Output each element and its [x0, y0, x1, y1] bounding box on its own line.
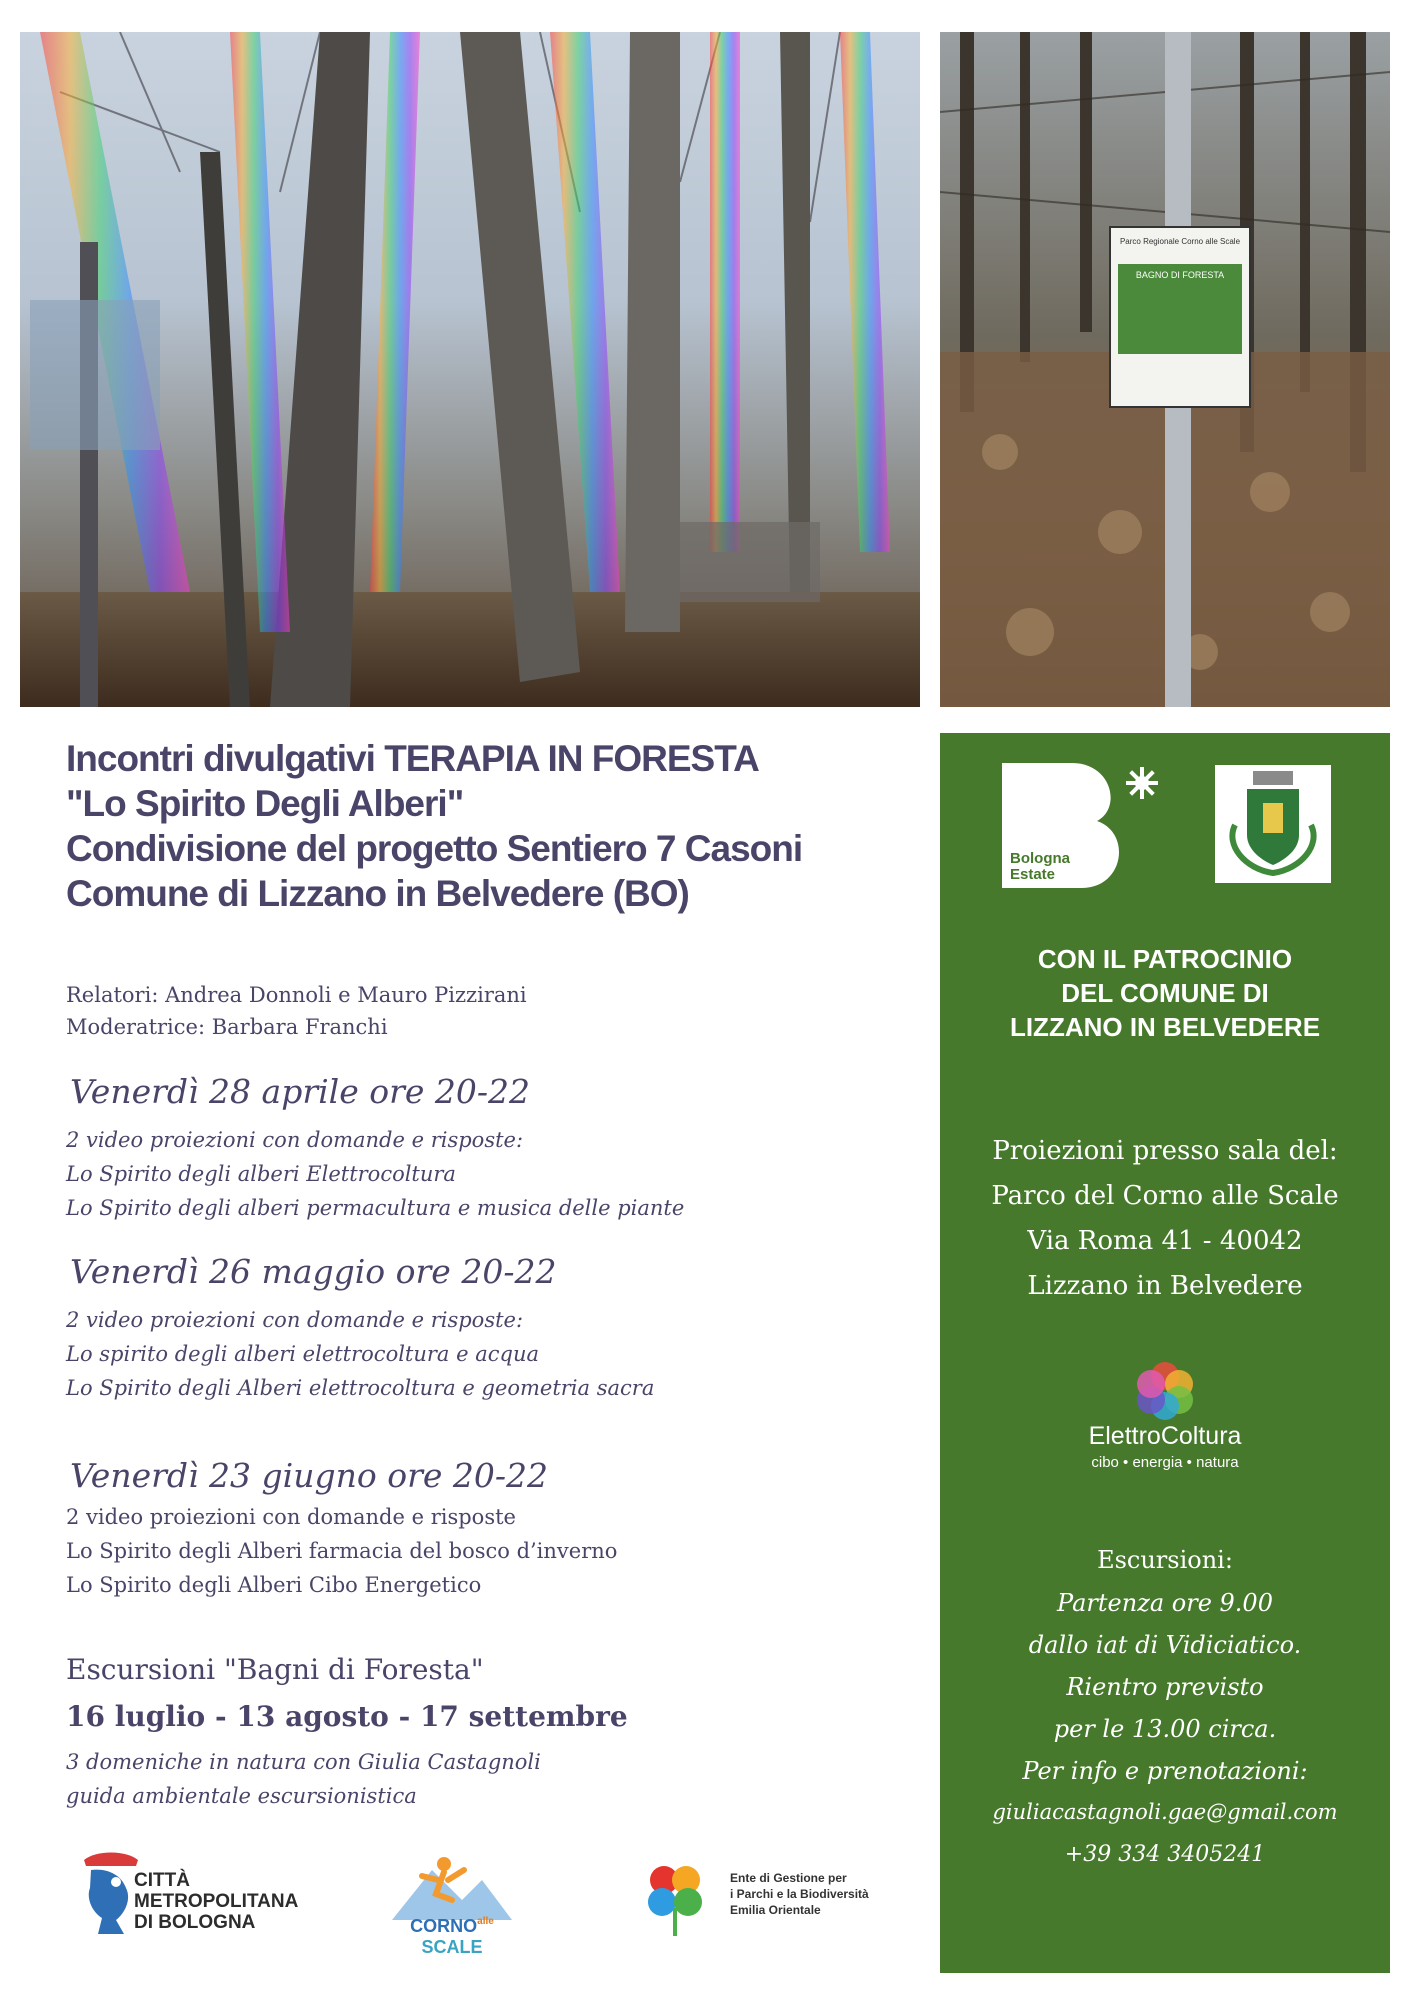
forest-sign-illustration — [940, 32, 1390, 707]
patronage-line-1: CON IL PATROCINIO — [1037, 944, 1293, 974]
corno-text: CORNO — [410, 1916, 478, 1936]
venue-line-2: Parco del Corno alle Scale — [991, 1181, 1339, 1211]
ente-parchi-logo — [640, 1858, 900, 1938]
scale-text: SCALE — [421, 1937, 483, 1957]
patronage-line-3: LIZZANO IN BELVEDERE — [1009, 1012, 1321, 1042]
citta-metropolitana-logo — [76, 1848, 299, 1938]
patronage-line-2: DEL COMUNE DI — [1061, 978, 1269, 1008]
bologna-estate-text: Bologna Estate — [1010, 850, 1070, 883]
event-3-line-2: Lo Spirito degli Alberi farmacia del bosco d’inverno — [66, 1539, 618, 1563]
forest-illustration — [20, 32, 920, 707]
excursions-line-1: 3 domeniche in natura con Giulia Castagnoli — [66, 1750, 541, 1774]
ente-line-3: Emilia Orientale — [730, 1903, 821, 1917]
event-2-line-2: Lo spirito degli alberi elettrocoltura e acqua — [66, 1342, 539, 1366]
speakers-moderatrice: Moderatrice: Barbara Franchi — [66, 1015, 388, 1039]
event-2-line-3: Lo Spirito degli Alberi elettrocoltura e geometria sacra — [66, 1376, 655, 1400]
excursions-line-2: guida ambientale escursionistica — [66, 1784, 417, 1808]
contact-phone[interactable]: +39 334 3405241 — [1064, 1842, 1266, 1867]
forest-photo-sign — [940, 32, 1390, 707]
clover-icon — [640, 1858, 710, 1938]
event-2-line-1: 2 video proiezioni con domande e risposte: — [66, 1308, 524, 1332]
info-line-1: Partenza ore 9.00 — [1057, 1589, 1273, 1617]
event-3-line-1: 2 video proiezioni con domande e risposte — [66, 1505, 516, 1529]
skier-icon — [392, 1850, 512, 1920]
excursions-title: Escursioni "Bagni di Foresta" — [66, 1653, 484, 1686]
ente-line-2: i Parchi e la Biodiversità — [730, 1887, 869, 1901]
info-line-4: per le 13.00 circa. — [1053, 1715, 1277, 1743]
excursions-dates: 16 luglio - 13 agosto - 17 settembre — [66, 1700, 628, 1733]
citta-line-3: DI BOLOGNA — [134, 1912, 256, 1933]
ente-line-1: Ente di Gestione per — [730, 1871, 847, 1885]
info-line-5: Per info e prenotazioni: — [1022, 1757, 1308, 1785]
event-2-date: Venerdì 26 maggio ore 20-22 — [70, 1252, 557, 1291]
event-1-line-1: 2 video proiezioni con domande e risposte: — [66, 1128, 524, 1152]
forest-photo-rainbow — [20, 32, 920, 707]
speakers-relatori: Relatori: Andrea Donnoli e Mauro Pizzirani — [66, 983, 527, 1007]
sign-parco-text: Parco Regionale Corno alle Scale — [1119, 237, 1241, 246]
sign-title-text: BAGNO DI FORESTA — [1135, 270, 1225, 280]
corno-alle-scale-logo — [392, 1850, 512, 1957]
event-1-date: Venerdì 28 aprile ore 20-22 — [70, 1072, 531, 1111]
citta-line-1: CITTÀ — [134, 1870, 190, 1891]
event-1-line-3: Lo Spirito degli alberi permacultura e musica delle piante — [66, 1196, 685, 1220]
venue-line-3: Via Roma 41 - 40042 — [1027, 1226, 1303, 1256]
venue-line-1: Proiezioni presso sala del: — [992, 1136, 1338, 1166]
event-3-line-3: Lo Spirito degli Alberi Cibo Energetico — [66, 1573, 482, 1597]
citta-line-2: METROPOLITANA — [134, 1891, 299, 1912]
excursions-label: Escursioni: — [1097, 1546, 1233, 1574]
contact-email[interactable]: giuliacastagnoli.gae@gmail.com — [992, 1800, 1338, 1824]
alle-text: alle — [477, 1916, 494, 1927]
headline-line-1: Incontri divulgativi TERAPIA IN FORESTA — [66, 738, 759, 779]
headline-line-3: Condivisione del progetto Sentiero 7 Casoni — [66, 828, 803, 869]
elettrocoltura-logo — [940, 1360, 1390, 1470]
info-line-3: Rientro previsto — [1066, 1673, 1264, 1701]
event-3-date: Venerdì 23 giugno ore 20-22 — [70, 1456, 549, 1495]
patronage-panel — [940, 733, 1390, 1973]
event-1-line-2: Lo Spirito degli alberi Elettrocoltura — [66, 1162, 456, 1186]
flower-icon — [1132, 1360, 1198, 1420]
elettro-text: Elettro — [1088, 1422, 1161, 1450]
coat-of-arms-icon — [1215, 765, 1331, 883]
headline-line-4: Comune di Lizzano in Belvedere (BO) — [66, 873, 689, 914]
bologna-estate-logo — [1002, 763, 1162, 888]
venue-line-4: Lizzano in Belvedere — [1027, 1271, 1303, 1301]
coltura-text: Coltura — [1160, 1422, 1242, 1450]
headline-line-2: "Lo Spirito Degli Alberi" — [66, 783, 464, 824]
lizzano-coat-of-arms — [1215, 765, 1331, 883]
info-line-2: dallo iat di Vidiciatico. — [1028, 1631, 1302, 1659]
elettrocoltura-tagline: cibo • energia • natura — [1091, 1454, 1239, 1471]
